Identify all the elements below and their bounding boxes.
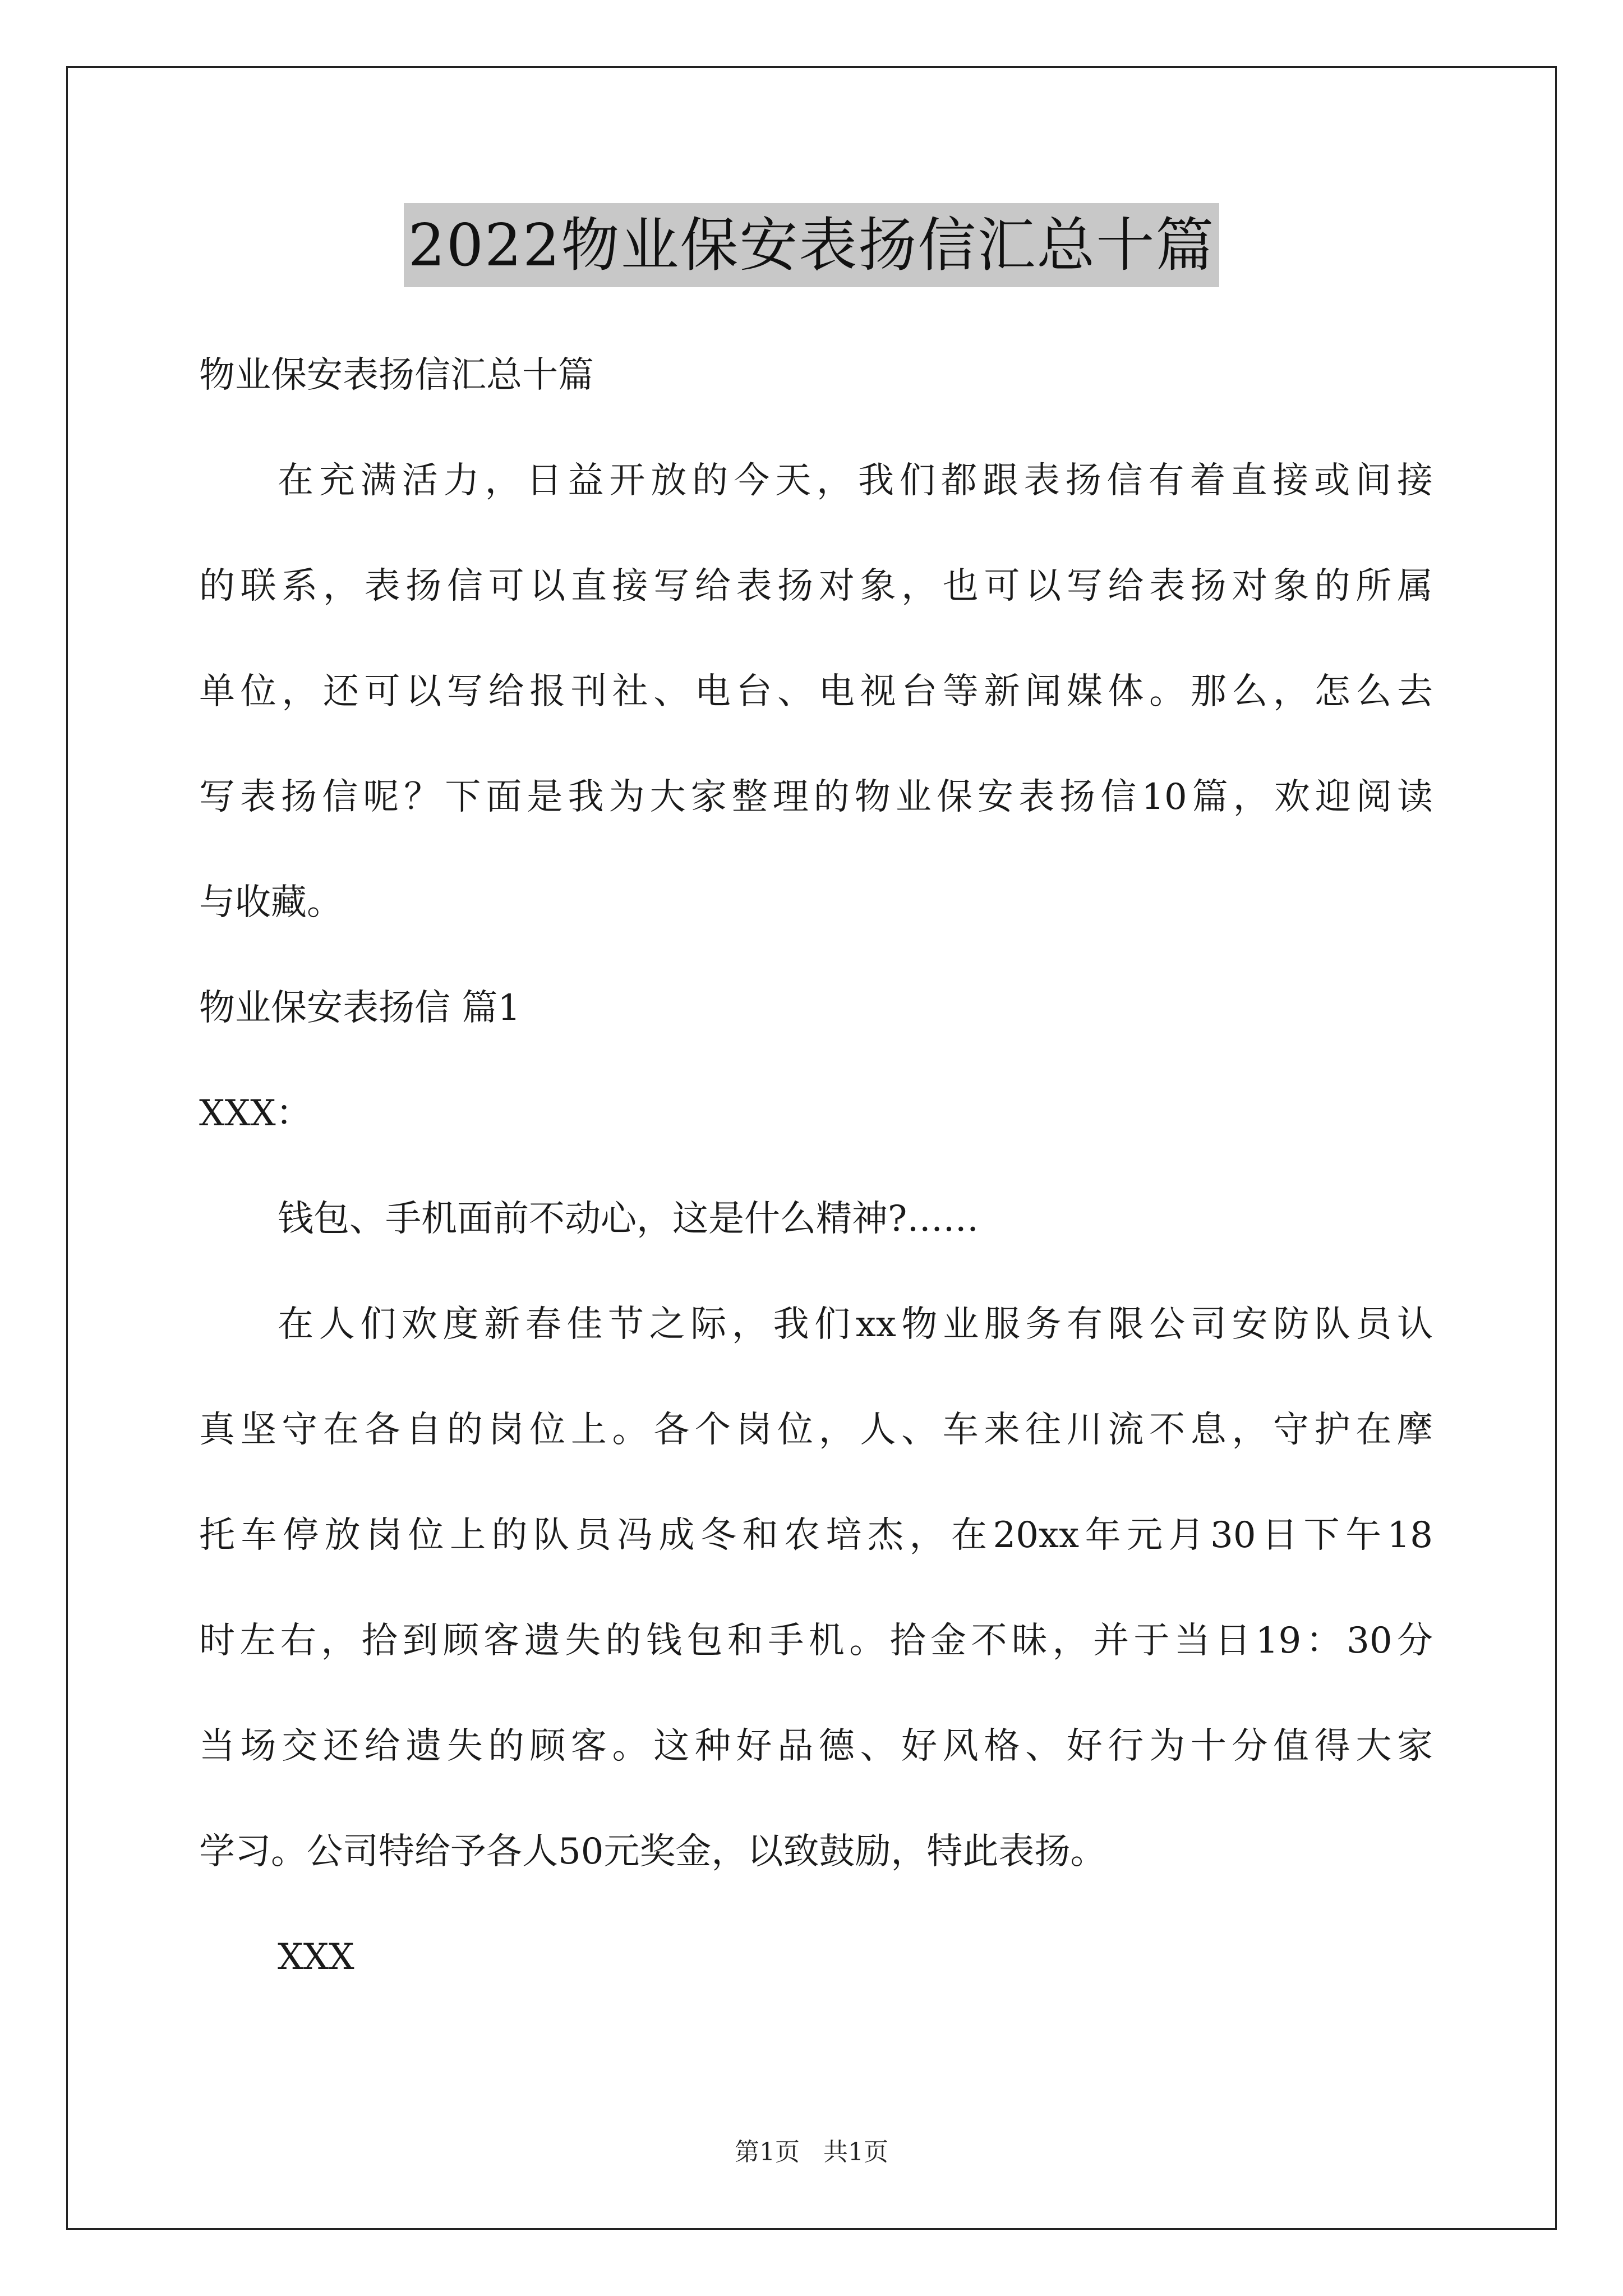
text-line: 时左右，拾到顾客遗失的钱包和手机。拾金不昧，并于当日19：30分 xyxy=(199,1620,1433,1662)
document-body xyxy=(199,323,1433,2010)
text-line: 托车停放岗位上的队员冯成冬和农培杰，在20xx年元月30日下午18 xyxy=(199,1515,1433,1556)
document-title: 2022物业保安表扬信汇总十篇 xyxy=(404,203,1220,287)
text-line: 的联系，表扬信可以直接写给表扬对象，也可以写给表扬对象的所属 xyxy=(199,565,1433,607)
text-line: 学习。公司特给予各人50元奖金，以致鼓励，特此表扬。 xyxy=(199,1831,1106,1872)
page-total: 共1页 xyxy=(823,2138,888,2166)
text-line: XXX xyxy=(278,1936,354,1978)
text-line: 与收藏。 xyxy=(199,882,343,923)
text-line: 在充满活力，日益开放的今天，我们都跟表扬信有着直接或间接 xyxy=(278,460,1433,501)
text-line: 写表扬信呢？下面是我为大家整理的物业保安表扬信10篇，欢迎阅读 xyxy=(199,776,1433,818)
page-number: 第1页 xyxy=(735,2138,800,2166)
page-footer xyxy=(0,2132,1623,2168)
text-line: 真坚守在各自的岗位上。各个岗位，人、车来往川流不息，守护在摩 xyxy=(199,1409,1433,1451)
title-container xyxy=(0,203,1623,287)
text-line: XXX： xyxy=(199,1093,312,1134)
text-line: 单位，还可以写给报刊社、电台、电视台等新闻媒体。那么，怎么去 xyxy=(199,671,1433,712)
text-line: 钱包、手机面前不动心，这是什么精神?…… xyxy=(278,1198,979,1240)
text-line: 在人们欢度新春佳节之际，我们xx物业服务有限公司安防队员认 xyxy=(278,1304,1433,1345)
text-line: 物业保安表扬信 篇1 xyxy=(199,987,521,1029)
text-line: 当场交还给遗失的顾客。这种好品德、好风格、好行为十分值得大家 xyxy=(199,1726,1433,1767)
text-line: 物业保安表扬信汇总十篇 xyxy=(199,355,594,396)
